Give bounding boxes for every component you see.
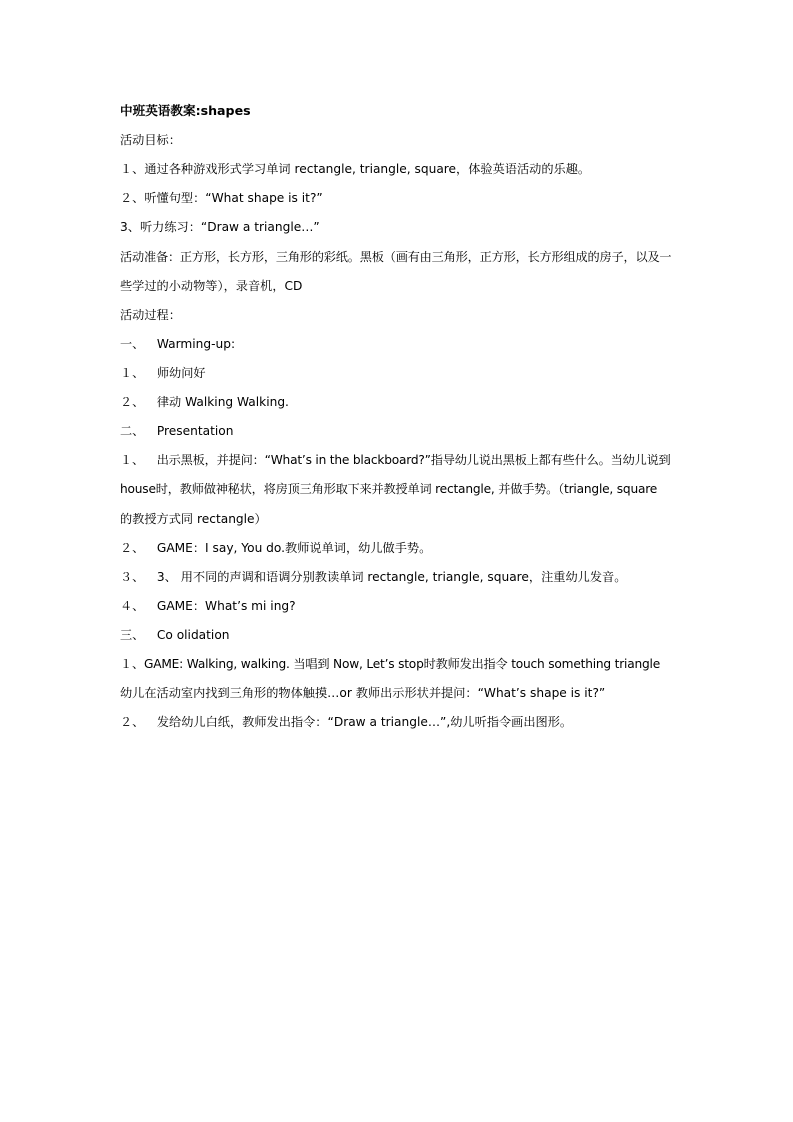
step-tones (120, 569, 680, 585)
line-process (120, 307, 680, 323)
line-goal-2 (120, 190, 680, 206)
line-text: 活动目标： (120, 133, 181, 147)
line-text: １、GAME: Walking, walking. 当唱到 Now, Let’s stop时教师发出指令 touch something triangle (120, 657, 661, 671)
step-game-walking-cont (120, 685, 680, 701)
section-consolidation (120, 627, 680, 643)
line-text: 发给幼儿白纸，教师发出指令：“Draw a triangle…”,幼儿听指令画出图形。 (156, 715, 573, 729)
step-blackboard-cont (120, 481, 680, 497)
line-text: 师幼问好 (156, 366, 206, 380)
line-goal-3 (120, 219, 680, 235)
line-text: 幼儿在活动室内找到三角形的物体触摸…or 教师出示形状并提问：“What’s shape is it?” (120, 686, 606, 700)
step-game-walking (120, 656, 680, 672)
step-rhythm (120, 394, 680, 410)
document-title: 中班英语教案:shapes (120, 103, 251, 118)
step-number: １、 (120, 366, 145, 380)
line-text: 些学过的小动物等），录音机，CD (120, 279, 303, 293)
step-game-i-say (120, 540, 680, 556)
step-number: ４、 (120, 599, 145, 613)
line-text: 的教授方式同 rectangle） (120, 512, 267, 526)
line-text: Co olidation (156, 628, 230, 642)
line-activity-goals (120, 132, 680, 148)
line-text: ２、听懂句型：“What shape is it?” (120, 191, 323, 205)
step-greeting (120, 365, 680, 381)
line-text: 活动准备：正方形，长方形，三角形的彩纸。黑板（画有由三角形，正方形，长方形组成的房子，以及一 (120, 250, 672, 264)
line-preparation (120, 249, 680, 265)
step-number: ２、 (120, 715, 145, 729)
step-blackboard-cont-2 (120, 511, 680, 527)
line-text: 活动过程： (120, 308, 181, 322)
step-draw (120, 714, 680, 730)
step-number: ２、 (120, 541, 145, 555)
line-text: 3、听力练习：“Draw a triangle…” (120, 220, 320, 234)
section-number: 三、 (120, 628, 145, 642)
line-text: 出示黑板，并提问：“What’s in the blackboard?”指导幼儿说出黑板上都有些什么。当幼儿说到 (156, 453, 671, 467)
section-number: 一、 (120, 337, 145, 351)
line-text: 律动 Walking Walking. (156, 395, 289, 409)
line-text: １、通过各种游戏形式学习单词 rectangle, triangle, square，体验英语活动的乐趣。 (120, 162, 591, 176)
step-number: ２、 (120, 395, 145, 409)
step-game-missing (120, 598, 680, 614)
line-text: Presentation (156, 424, 234, 438)
line-goal-1 (120, 161, 680, 177)
line-text: 3、 用不同的声调和语调分别教读单词 rectangle, triangle, square，注重幼儿发音。 (156, 570, 627, 584)
step-number: ３、 (120, 570, 145, 584)
line-text: GAME：What’s mi ing? (156, 599, 296, 613)
section-warming-up (120, 336, 680, 352)
line-preparation-cont (120, 278, 680, 294)
section-number: 二、 (120, 424, 145, 438)
section-presentation (120, 423, 680, 439)
line-text: house时，教师做神秘状，将房顶三角形取下来并教授单词 rectangle, 并做手势。（triangle, square (120, 482, 658, 496)
step-number: １、 (120, 453, 144, 467)
step-blackboard (120, 452, 680, 468)
line-text: GAME：I say, You do.教师说单词，幼儿做手势。 (156, 541, 432, 555)
line-text: Warming-up: (156, 337, 236, 351)
